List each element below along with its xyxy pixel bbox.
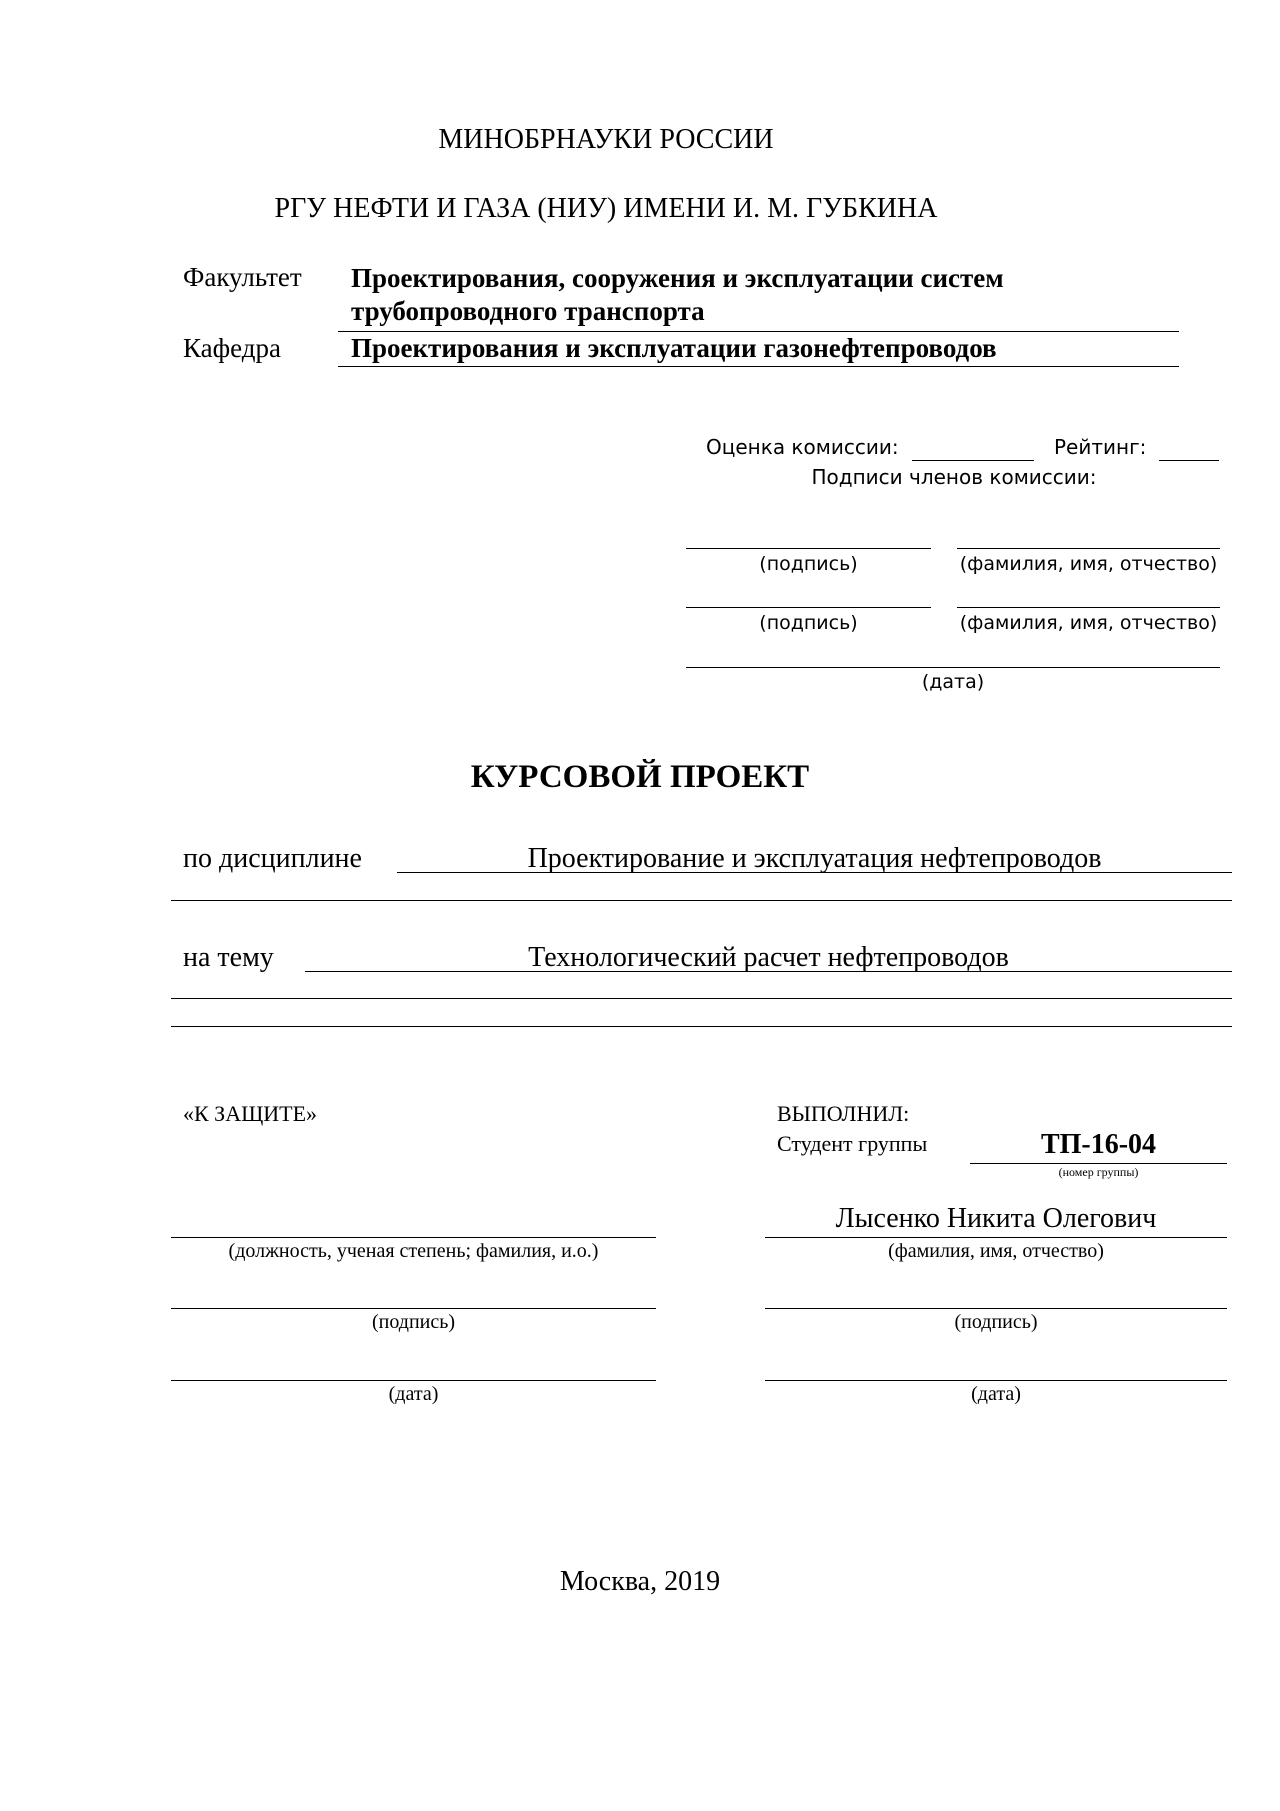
commission-signature-caption-1: (подпись) xyxy=(759,553,858,575)
performer-group-line xyxy=(970,1163,1227,1164)
defense-date-caption: (дата) xyxy=(388,1383,439,1405)
defense-position-line xyxy=(171,1237,656,1238)
defense-position-caption: (должность, ученая степень; фамилия, и.о.) xyxy=(228,1240,599,1262)
performer-group-caption: (номер группы) xyxy=(1058,1165,1139,1179)
university-title: РГУ НЕФТИ И ГАЗА (НИУ) ИМЕНИ И. М. ГУБКИНА xyxy=(274,193,938,224)
discipline-underline xyxy=(397,872,1232,873)
commission-signature-line-2 xyxy=(686,607,931,608)
performer-date-line xyxy=(765,1380,1227,1381)
department-label: Кафедра xyxy=(183,333,281,363)
city-year: Москва, 2019 xyxy=(559,1566,721,1597)
commission-rating-line xyxy=(1159,460,1219,461)
commission-name-line-1 xyxy=(957,548,1220,549)
defense-signature-caption: (подпись) xyxy=(371,1311,456,1333)
topic-underline xyxy=(305,971,1232,972)
topic-label: на тему xyxy=(183,942,274,973)
faculty-underline xyxy=(338,331,1179,332)
commission-grade-line xyxy=(912,460,1034,461)
performer-label: ВЫПОЛНИЛ: xyxy=(777,1101,910,1126)
commission-name-line-2 xyxy=(957,607,1220,608)
ministry-title: МИНОБРНАУКИ РОССИИ xyxy=(438,124,774,155)
faculty-value-line2: трубопроводного транспорта xyxy=(351,296,705,326)
commission-signature-caption-2: (подпись) xyxy=(759,612,858,634)
commission-date-caption: (дата) xyxy=(921,671,985,693)
discipline-label: по дисциплине xyxy=(183,843,362,874)
performer-student-name: Лысенко Никита Олегович xyxy=(835,1203,1157,1234)
topic-extra-line-1 xyxy=(171,998,1232,999)
topic-extra-line-2 xyxy=(171,1026,1232,1027)
performer-date-caption: (дата) xyxy=(971,1383,1021,1405)
performer-signature-line xyxy=(765,1308,1227,1309)
performer-group-label: Студент группы xyxy=(777,1131,928,1156)
performer-name-line xyxy=(765,1237,1227,1238)
document-title: КУРСОВОЙ ПРОЕКТ xyxy=(470,759,810,795)
commission-name-caption-2: (фамилия, имя, отчество) xyxy=(959,612,1218,634)
discipline-extra-line xyxy=(171,900,1232,901)
defense-signature-line xyxy=(171,1308,656,1309)
topic-value: Технологический расчет нефтепроводов xyxy=(528,942,1009,973)
commission-rating-label: Рейтинг: xyxy=(1054,435,1147,459)
commission-grade-label: Оценка комиссии: xyxy=(706,435,899,459)
defense-date-line xyxy=(171,1380,656,1381)
commission-signature-line-1 xyxy=(686,548,931,549)
department-underline xyxy=(338,366,1179,367)
defense-label: «К ЗАЩИТЕ» xyxy=(183,1101,318,1126)
faculty-value-line1: Проектирования, сооружения и эксплуатации систем xyxy=(351,263,1004,293)
discipline-value: Проектирование и эксплуатация нефтепроводов xyxy=(527,843,1102,874)
commission-date-line xyxy=(686,667,1220,668)
performer-name-caption: (фамилия, имя, отчество) xyxy=(888,1240,1104,1262)
commission-signatures-title: Подписи членов комиссии: xyxy=(811,465,1097,489)
performer-signature-caption: (подпись) xyxy=(954,1311,1038,1333)
performer-group-value: ТП-16-04 xyxy=(1040,1129,1157,1160)
department-value: Проектирования и эксплуатации газонефтепроводов xyxy=(351,333,997,363)
faculty-label: Факультет xyxy=(183,262,302,292)
commission-name-caption-1: (фамилия, имя, отчество) xyxy=(959,553,1218,575)
